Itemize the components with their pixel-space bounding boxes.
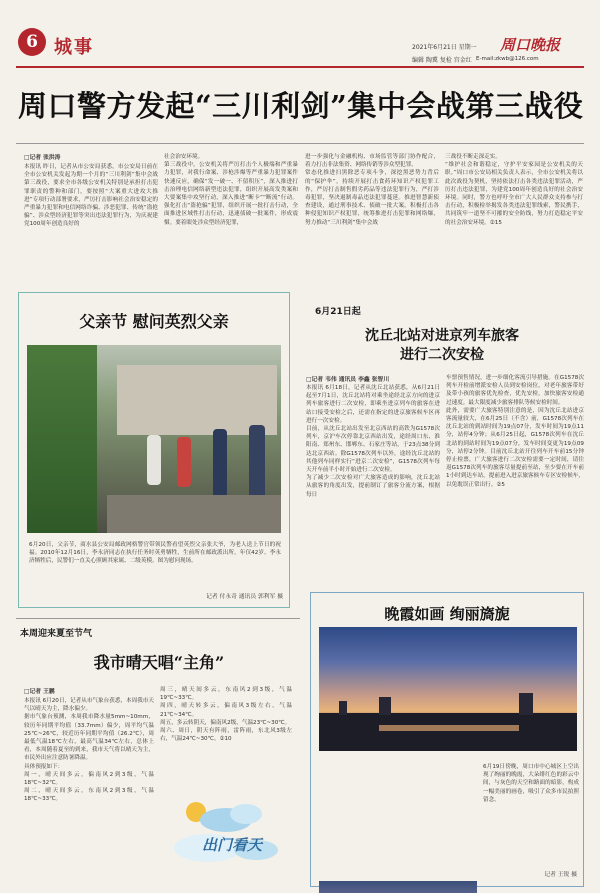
masthead: 周口晚报 <box>500 36 561 54</box>
main-article-col-4: 三战役不断走深走实。 “维护社会和谐稳定，守护平安家园是公安机关的天职。”周口市公安局相关负责人表示，全市公安机关将以此次战役为契机，坚持依法打击各类违法犯罪活动，严厉打击违法犯罪，为建党100周年创造良好的社会治安环境。同时，警方也呼吁全市广大人民群众支持参与打击行动，积极检举揭发各类违法犯罪线索，警民携手，共同筑牢一道坚不可摧的安全防线，努力打造稳定平安的社会治安环境。②15 <box>445 154 583 226</box>
main-headline: 周口警方发起“三川利剑”集中会战第三战役 <box>18 89 584 123</box>
fathers-day-credit: 记者 付永奇 通讯员 郭利军 摄 <box>206 594 283 600</box>
weather-byline: □记者 王鹏 <box>24 689 55 695</box>
sunset-caption: 6月19日傍晚，周口市中心城区上空出现了绚丽的晚霞，大朵绯红色的彩云中间，与灰色的天空和路面的暗影，构成一幅美丽的画卷，吸引了众多市民拍照留念。 <box>483 764 579 803</box>
main-article-col-2: 社会治安环境。 第三战役中，公安机关将严厉打击个人极端和严重暴力犯罪，对我行命案、涉枪涉爆等严重暴力犯罪案件快速反应，确保“发一破一、不留积压”，深入推进打击治理电信网络新型违法犯罪，组织开展高发类案和大要案集中攻坚行动，深入推进“断卡”“断流”行动。强化打击“盗抢骗”犯罪，组织开展一批打击行动，全面推进区域性打击行动，迅速侦破一批案件，形成震慑。要着眼处涉众型经济犯罪， <box>164 154 298 226</box>
section-name: 城事 <box>54 37 94 58</box>
main-article-col-3: 进一步强化与金融机构、市场监管等部门协作配合，着力打击非法集资、网络传销等涉众型犯罪。 常态化推进扫黑除恶专项斗争，深挖黑恶势力背后的“保护伞”，持续开展打击食药环知识产权犯罪工作，严厉打击制售假劣药品等违法犯罪行为，严打涉毒犯罪，坚决遏制毒品违法犯罪蔓延。推进智慧新侦查建设，通过刑事技术、侦破一批大案。积极打击各种侵犯知识产权犯罪，统筹推进打击犯罪和网络爆，努力推动“三川利剑”集中会战 <box>305 154 439 226</box>
fathers-day-photo <box>27 345 281 533</box>
cloud-sun-icon <box>168 790 288 875</box>
weather-kicker: 本周迎来夏至节气 <box>20 629 93 639</box>
weather-headline: 我市晴天唱“主角” <box>93 653 225 672</box>
issue-date: 2021年6月21日 星期一 <box>412 44 477 51</box>
header-rule <box>16 66 584 68</box>
sunset-photo-secondary <box>319 881 477 893</box>
train-article-col-2: 车票预售情况，进一步细化客流引导措施。在G1578次列车开检前增派安检人员到安检岗位，对老年旅客带好及带小孩的旅客优先检查，优先安检，加快旅客安检通过速度。最大限度减少旅客排队等候安检时间。 此外，需要广大旅客特别注意的是，因为沈丘北站进京客流量较大，在6月25日（不含）前，G1578次列车在沈丘北站的到站时间为19点07分，发车时间为19点11分，站停4分钟；从6月25日起，G1578次列车在沈丘北站的到站时间为19点07分，发车时间变更为19点09分，站停2分钟。目前沈丘北站开往列车开车前15分钟停止检票，广大旅客进行二次安检需要一定时间，请往返G1578次列车的旅客尽量提前至站，至少要在开车前1小时到达车站，提前进入进京旅客候车专区安检候车，以免耽误正常出行。②5 <box>446 375 584 488</box>
editor-credit: 编辑 陶冀 复检 宫金红 <box>412 57 472 64</box>
main-byline: □记者 张洪涛 <box>24 155 61 161</box>
main-article-col-1: 本报讯 昨日，记者从市公安局获悉，市公安局日前在全市公安机关发起为期一个月的“三川利剑”集中会战第三战役，要求全市各级公安机关特别是承担打击犯罪职责的警种和部门，要按照“大案重大进攻大推进”专项行动部署要求，严厉打击影响社会治安稳定的严重暴力犯罪和电信网络诈骗、涉恶犯罪、传统“盗抢骗”、涉众型经济犯罪等突出违法犯罪行为，为庆祝建党100周年创造良好的 <box>24 164 158 228</box>
fathers-day-title: 父亲节 慰问英烈父亲 <box>79 312 229 331</box>
weather-article-col-1: 本报讯 6月20日，记者从市气象台获悉，本周我市天气以晴天为主，降水偏少。 据市气象台预测，本周我市降水量5mm~10mm，较历年同期平均值（33.7mm）偏少，周平均气温25℃~26℃，较近历年同期平均值（26.2℃），周最低气温18℃左右，最高气温34℃左右，总体上看，本周随着夏至的到来，我市天气将以晴天为主，市民外出应注意防暑降温。 具体预报如下： 周一，晴天间多云，偏南风2到3级，气温18℃~32℃。 周二，晴天间多云，东南风2到3级，气温18℃~33℃。 <box>24 698 154 803</box>
page-number-badge: 6 <box>18 28 46 56</box>
weather-badge <box>168 790 288 875</box>
headline-rule <box>16 143 584 144</box>
contact-email: E-mail:zkwb@126.com <box>476 56 539 62</box>
train-kicker: 6月21日起 <box>315 307 361 317</box>
weather-article-col-2: 周三，晴天间多云，东南风2到3级，气温19℃~33℃。 周四，晴天转多云，偏南风3级左右，气温21℃~34℃。 周五，多云转阴天，偏南风2级，气温23℃~30℃。 周六、周日，阴天有阵雨，雷阵雨，东北风3级左右，气温24℃~30℃。②10 <box>160 687 292 743</box>
train-headline-line1: 沈丘北站对进京列车旅客 <box>365 328 519 344</box>
train-byline: □记者 韦伟 通讯员 李鑫 张智川 <box>306 377 390 383</box>
train-headline-line2: 进行二次安检 <box>400 347 484 363</box>
fathers-day-box <box>18 292 290 608</box>
fathers-day-caption: 6月20日，父亲节，商水县公安局邮政网格警官带领民警看望英烈父亲张大爷，为老人送上节日的祝福。2010年12月16日，李永济同志在执行任务时英勇牺牲，生前所在邮政派出所，年仅42岁。李永济牺牲后，民警们一直关心照顾其家属、二级英模。图为慰问现场。 <box>29 542 281 565</box>
sunset-credit: 记者 王锐 摄 <box>544 872 577 878</box>
weather-badge-text: 出门看天 <box>201 836 262 854</box>
sunset-photo-main <box>319 627 577 751</box>
weather-top-rule <box>16 618 300 619</box>
train-article-col-1: 本报讯 6月18日，记者从沈丘北站获悉，从6月21日起至7月1日，沈丘北站将对乘坐途经北京方向的进京列车旅客进行二次安检，即乘坐进京列车的旅客在进站口接受安检之后，还需在指定的进京旅客候车区再进行一次安检。 目前，从沈丘北站出发至北京西站的高铁为G1578次列车，京沪车次停靠北京西站出发，途经周口东、淮阳南、郑州东、邯郸东、石家庄等站，于23点38分到达北京西站。除G1578次列车以外，途经沈丘北站的其他列车同样实行“进京二次安检”，G1578次列车每天开车前半小时开始进行二次安检。 为了减少二次安检对广大旅客造成的影响，沈丘北站从旅客的角度出发，提前制订了旅客分流方案，根据每日 <box>306 385 440 498</box>
sunset-title: 晚霞如画 绚丽旖旎 <box>384 605 510 623</box>
sunset-box <box>310 592 584 887</box>
